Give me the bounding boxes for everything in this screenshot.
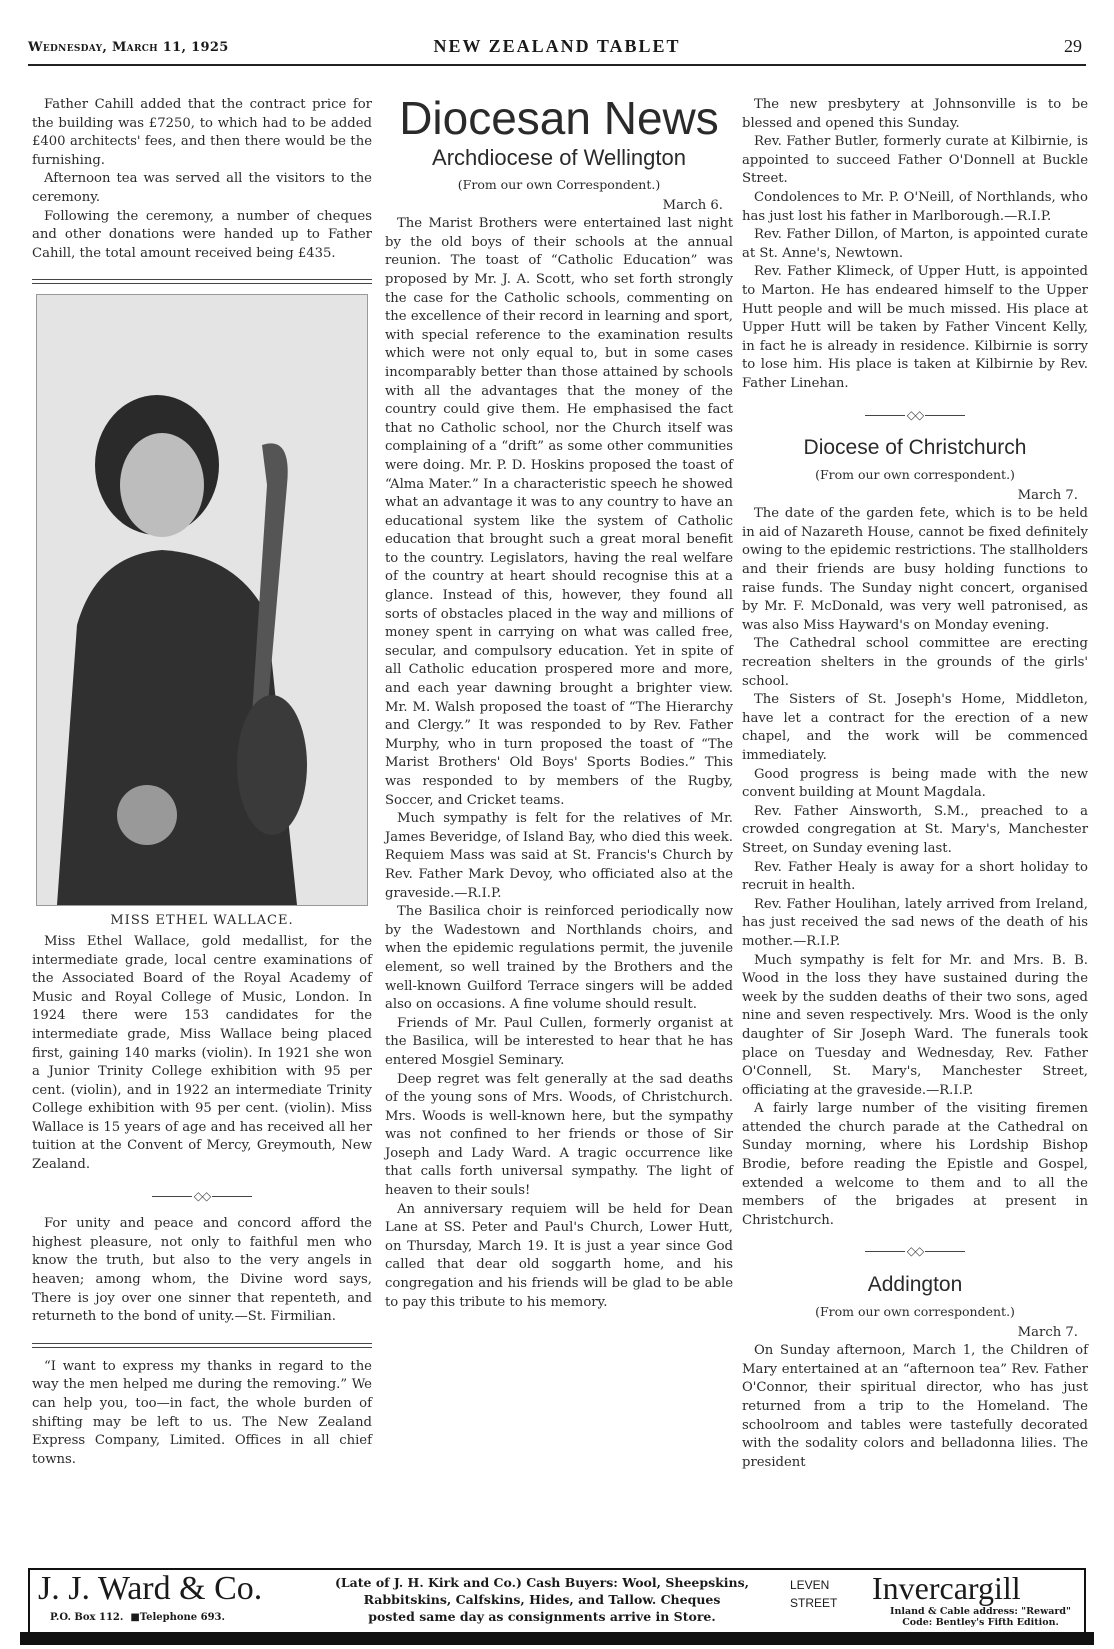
advert-line: posted same day as consignments arrive in Store. [368,1609,716,1624]
portrait-photo [36,294,368,906]
po-box: P.O. Box 112. [50,1612,124,1623]
advert-city: Invercargill [872,1570,1021,1606]
article-paragraph: On Sunday afternoon, March 1, the Children of Mary entertained at an “afternoon tea” Rev. Father O'Connor, their spiritual director, who has just returned from a trip to the Homeland. The schoolroom and tables were tastefully decorated with the sodality colors and belladonna lilies. The president [742,1343,1088,1470]
telephone: Telephone 693. [139,1612,226,1623]
advert-line: (Late of J. H. Kirk and Co.) Cash Buyers: Wool, Sheepskins, Rabbitskins, Calfskins, Hides, and Tallow. Cheques [334,1575,750,1607]
article-paragraph: Miss Ethel Wallace, gold medallist, for the intermediate grade, local centre examinations of the Associated Board of the Royal Academy of Music and Royal College of Music, London. In 1924 there were 153 candidates for the intermediate grade, Miss Wallace being placed first, gaining 140 marks (violin). In 1921 she won a Junior Trinity College exhibition with 95 per cent. (violin), and in 1922 an intermediate Trinity College exhibition with 95 per cent. (violin). Miss Wallace is 15 years of age and has received all her tuition at the Convent of Mercy, Greymouth, New Zealand. [32,933,372,1173]
cable-address: Inland & Cable address: "Reward" [890,1606,1071,1617]
masthead-title: NEW ZEALAND TABLET [433,36,681,56]
telephone-icon: ■ [130,1612,140,1623]
article-paragraph: An anniversary requiem will be held for Dean Lane at SS. Peter and Paul's Church, Lower Hutt, on Thursday, March 19. It is just a year since God called that dear old soggarth home, and his congregation and his friends will be glad to be able to pay this tribute to his memory. [385,1201,733,1310]
dateline: March 7. [1017,1324,1078,1340]
correspondent-line: (From our own Correspondent.) [457,177,661,192]
article-paragraph: Rev. Father Houlihan, lately arrived from Ireland, has just received the sad news of the death of his mother.—R.I.P. [742,896,1088,949]
article-paragraph: Condolences to Mr. P. O'Neill, of Northlands, who has just lost his father in Marlborough.—R.I.P. [742,189,1088,224]
article-paragraph: Much sympathy is felt for Mr. and Mrs. B. B. Wood in the loss they have sustained during the week by the sudden deaths of their two sons, aged nine and seven respectively. Mrs. Wood is the only daughter of Sir Joseph Ward. The funerals took place on Tuesday and Wednesday, Rev. Father O'Connell, St. Mary's, Manchester Street, officiating at the graveside.—R.I.P. [742,952,1088,1098]
correspondent-line: (From our own correspondent.) [815,467,1015,483]
cable-info [890,1606,1071,1628]
correspondent-line: (From our own correspondent.) [815,1304,1015,1320]
article-paragraph: Deep regret was felt generally at the sad deaths of the young sons of Mrs. Woods, of Christchurch. Mrs. Woods is well-known here, but the sympathy was not confined to her friends or those of Sir Joseph and Lady Ward. A tragic occurrence like that calls forth universal sympathy. The light of heaven to their souls! [385,1071,733,1199]
advert-paragraph: “I want to express my thanks in regard to the way the men helped me during the removing.” We can help you, too—in fact, the whole burden of shifting may be left to us. The New Zealand Express Company, Limited. Offices in all chief towns. [32,1358,372,1467]
street-name [790,1576,850,1612]
article-paragraph: Much sympathy is felt for the relatives of Mr. James Beveridge, of Island Bay, who died this week. Requiem Mass was said at St. Francis's Church by Rev. Father Mark Devoy, who officiated also at the graveside.—R.I.P. [385,811,733,901]
section-heading: Addington [867,1273,963,1297]
dateline: March 7. [1017,487,1078,503]
article-paragraph: The new presbytery at Johnsonville is to be blessed and opened this Sunday. [742,97,1088,131]
article-paragraph: The date of the garden fete, which is to be held in aid of Nazareth House, cannot be fixed definitely owing to the epidemic restrictions. The stallholders and their friends are busy holding functions to raise funds. The Sunday night concert, organised by Mr. F. McDonald, was very well patronised, as was also Miss Hayward's on Monday evening. [742,506,1088,633]
section-subtitle: Archdiocese of Wellington [432,145,686,170]
article-paragraph: A fairly large number of the visiting firemen attended the church parade at the Cathedral on Sunday morning, where his Lordship Bishop Brodie, before reading the Epistle and Gospel, extended a welcome to them and to all the members of the brigades at present in Christchurch. [742,1101,1088,1228]
page-number: 29 [1064,36,1082,56]
bottom-black-bar [20,1632,1094,1645]
column-3 [742,96,1088,1472]
section-heading: Diocese of Christchurch [803,436,1027,460]
dateline: March 6. [662,197,723,213]
advertiser-contact [50,1612,225,1623]
article-paragraph: The Cathedral school committee are erecting recreation shelters in the grounds of the girls' school. [742,636,1088,689]
quote-paragraph: For unity and peace and concord afford the highest pleasure, not only to faithful men who know the truth, but also to the very angels in heaven; among whom, the Divine word says, There is joy over one sinner that repenteth, and returneth to the bond of unity.—St. Firmilian. [32,1216,372,1325]
section-title: Diocesan News [399,92,719,144]
double-rule [32,1343,372,1348]
ornament-divider: ◇◇ [32,1187,372,1206]
ornament-divider: ◇◇ [742,406,1088,425]
article-paragraph: Rev. Father Klimeck, of Upper Hutt, is appointed to Marton. He has endeared himself to the Upper Hutt people and will be much missed. His place at Upper Hutt will be taken by Father Vincent Kelly, in fact he is already in residence. Kilbirnie is sorry to lose him. His place is taken at Kilbirnie by Rev. Father Linehan. [742,264,1088,391]
cable-code: Code: Bentley's Fifth Edition. [902,1617,1059,1628]
advert-copy [312,1574,772,1625]
photo-caption: MISS ETHEL WALLACE. [110,913,294,929]
column-2 [385,92,733,1312]
double-rule [32,279,372,284]
ornament-divider: ◇◇ [742,1242,1088,1261]
article-paragraph: The Sisters of St. Joseph's Home, Middleton, have let a contract for the erection of a new chapel, and the work will be commenced immediately. [742,692,1088,763]
portrait-image [37,295,367,905]
footer-advertisement [28,1568,1086,1632]
article-paragraph: Father Cahill added that the contract price for the building was £7250, to which had to be added £400 architects' fees, and then there would be the furnishing. [32,97,372,168]
street-line: STREET [790,1596,838,1610]
issue-date: Wednesday, March 11, 1925 [28,40,229,55]
article-paragraph: The Basilica choir is reinforced periodically now by the Wadestown and Northlands choirs, and when the epidemic regulations permit, the juvenile element, so well trained by the Brothers and the well-known Guilford Terrace singers will be added also on occasions. A fine volume should result. [385,904,733,1013]
article-paragraph: Rev. Father Ainsworth, S.M., preached to a crowded congregation at St. Mary's, Manchester Street, on Sunday evening last. [742,803,1088,856]
street-line: LEVEN [790,1578,830,1592]
page-header [28,34,1086,66]
article-paragraph: Friends of Mr. Paul Cullen, formerly organist at the Basilica, will be interested to hear that he has entered Mosgiel Seminary. [385,1015,733,1068]
advertiser-name: J. J. Ward & Co. [38,1570,263,1607]
column-1 [32,96,372,1469]
article-paragraph: Rev. Father Dillon, of Marton, is appointed curate at St. Anne's, Newtown. [742,227,1088,261]
article-paragraph: Rev. Father Healy is away for a short holiday to recruit in health. [742,859,1088,894]
article-paragraph: Rev. Father Butler, formerly curate at Kilbirnie, is appointed to succeed Father O'Donnell at Buckle Street. [742,134,1088,187]
article-paragraph: Afternoon tea was served all the visitors to the ceremony. [32,171,372,205]
article-paragraph: Following the ceremony, a number of cheques and other donations were handed up to Father Cahill, the total amount received being £435. [32,208,372,261]
article-paragraph: Good progress is being made with the new convent building at Mount Magdala. [742,766,1088,801]
article-paragraph: The Marist Brothers were entertained last night by the old boys of their schools at the annual reunion. The toast of “Catholic Education” was proposed by Mr. J. A. Scott, who set forth strongly the case for the Catholic schools, commenting on the excellence of their record in learning and sport, with special reference to the examination results which were not only equal to, but in some cases incomparably better than those attained by schools with all the advantages that the money of the country could give them. He emphasised the fact that no Catholic school, nor the Church itself was complaining of a “drift” as some other communities were doing. Mr. P. D. Hoskins proposed the toast of “Alma Mater.” In a characteristic speech he showed what an advantage it was to any country to have an educational system like the system of Catholic education that brought such a great moral benefit to the country. Legislators, having the real welfare of the country at heart should recognise this at a glance. Instead of this, however, they found all sorts of obstacles placed in the way and millions of money spent in carrying on what was called free, secular, and compulsory education. Yet in spite of all Catholic education prospered more and more, and each year dawning brought a brighter view. Mr. M. Walsh proposed the toast of “The Hierarchy and Clergy.” It was responded to by Rev. Father Murphy, who in turn proposed the toast of “The Marist Brothers' Old Boys' Sports Bodies.” This was responded to by members of the Rugby, Soccer, and Cricket teams. [385,216,733,808]
